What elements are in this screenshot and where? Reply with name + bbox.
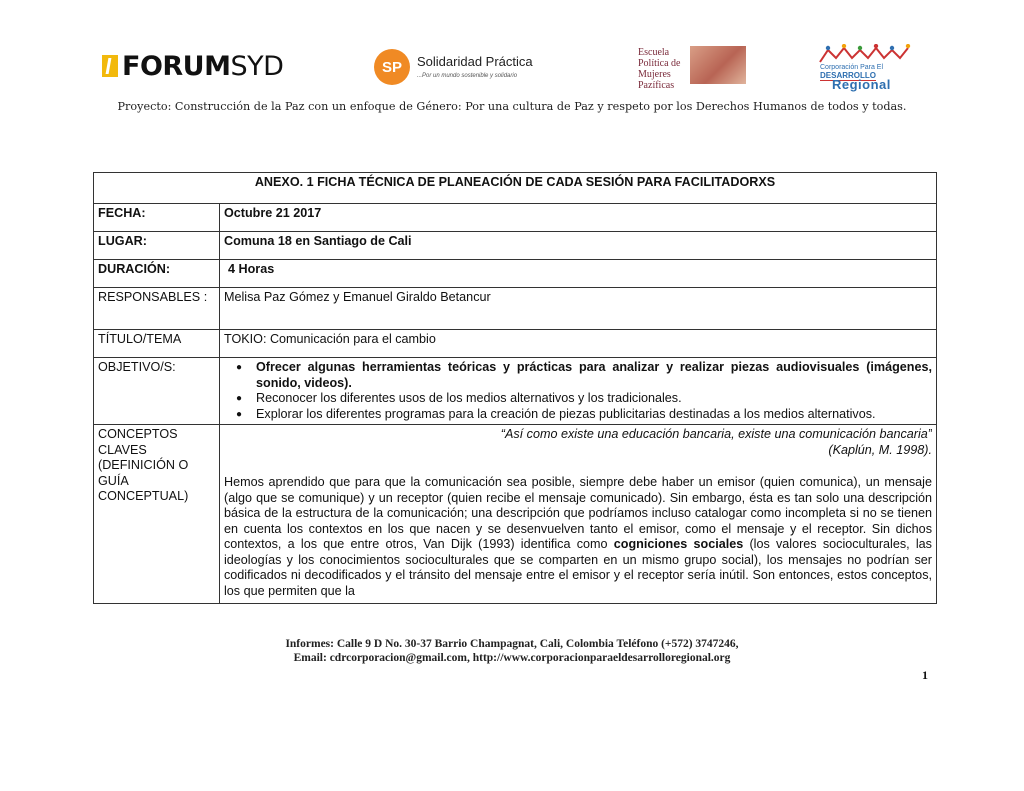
- titulo-label: TÍTULO/TEMA: [94, 330, 220, 358]
- conceptos-bold-term: cogniciones sociales: [613, 537, 744, 551]
- table-title-row: [94, 173, 937, 204]
- duracion-label: DURACIÓN:: [94, 260, 220, 288]
- conceptos-quote: “Así como existe una educación bancaria, existe una comunicación bancaria”: [500, 427, 932, 441]
- conceptos-label: CONCEPTOS CLAVES (DEFINICIÓN O GUÍA CONCEPTUAL): [94, 425, 220, 604]
- objetivos-cell: [220, 358, 937, 425]
- table-row-fecha: [94, 204, 937, 232]
- sp-logo-tagline: ...Por un mundo sostenible y solidario: [417, 73, 518, 79]
- responsables-value: Melisa Paz Gómez y Emanuel Giraldo Betancur: [220, 288, 937, 330]
- table-row-duracion: [94, 260, 937, 288]
- cdr-logo-line1: Corporación Para El: [820, 64, 884, 71]
- cdr-logo-line2: DESARROLLO: [820, 71, 876, 80]
- forum-syd-logo-light: SYD: [230, 50, 284, 82]
- conceptos-content: [224, 427, 932, 601]
- duracion-value: 4 Horas: [220, 260, 937, 288]
- conceptos-text-after: (los valores socioculturales, las ideologías y los conocimientos socioculturales que se comparten en un mismo grupo social), los mensajes no podrían ser codificados ni decodificados y el tránsito del mensaje entre el emisor y el receptor sería inútil. Son entonces, estos conceptos, los que permiten que la: [224, 537, 932, 598]
- objetivos-list: [224, 360, 932, 422]
- fecha-value: Octubre 21 2017: [220, 204, 937, 232]
- table-row-titulo: [94, 330, 937, 358]
- table-row-lugar: [94, 232, 937, 260]
- fecha-label: FECHA:: [94, 204, 220, 232]
- project-title: Proyecto: Construcción de la Paz con un enfoque de Género: Por una cultura de Paz y respeto por los Derechos Humanos de todos y todas.: [117, 100, 907, 113]
- solidaridad-practica-logo: [374, 46, 542, 88]
- cdr-roofs-icon: [816, 44, 916, 66]
- footer-address: Informes: Calle 9 D No. 30-37 Barrio Champagnat, Cali, Colombia Teléfono (+572) 3747246,: [285, 638, 739, 650]
- conceptos-quote-source: (Kaplún, M. 1998).: [828, 442, 932, 457]
- forum-syd-logo-bold: FORUM: [122, 50, 231, 82]
- footer-contact: Email: cdrcorporacion@gmail.com, http://www.corporacionparaeldesarrolloregional.org: [293, 652, 731, 664]
- page-footer: [0, 637, 1024, 665]
- responsables-label: RESPONSABLES :: [94, 288, 220, 330]
- lugar-label: LUGAR:: [94, 232, 220, 260]
- sp-circle-icon: SP: [374, 49, 410, 85]
- escuela-mujeres-logo: [638, 46, 746, 91]
- escuela-logo-photo: [690, 46, 746, 84]
- cdr-logo: [816, 44, 916, 90]
- conceptos-paragraph: [224, 475, 932, 599]
- titulo-value: TOKIO: Comunicación para el cambio: [220, 330, 937, 358]
- forum-syd-mark-icon: [102, 55, 118, 77]
- objetivos-label: OBJETIVO/S:: [94, 358, 220, 425]
- table-title: ANEXO. 1 FICHA TÉCNICA DE PLANEACIÓN DE CADA SESIÓN PARA FACILITADORXS: [94, 173, 937, 204]
- table-row-conceptos: [94, 425, 937, 604]
- page-number: 1: [922, 668, 928, 682]
- lugar-value: Comuna 18 en Santiago de Cali: [220, 232, 937, 260]
- table-row-objetivos: [94, 358, 937, 425]
- objetivo-item: ● Reconocer los diferentes usos de los medios alternativos y los tradicionales.: [246, 391, 932, 407]
- session-sheet-table: [93, 172, 937, 604]
- forum-syd-logo: [102, 52, 283, 80]
- conceptos-text-before: Hemos aprendido que para que la comunicación sea posible, siempre debe haber un emisor (quien comunica), un mensaje (algo que se comunique) y un receptor (quien recibe el mensaje comunicado). Sin embargo, ésta es tan solo una descripción básica de la estructura de la comunicación; una descripción que podríamos incluso catalogar como incompleta si no se tienen en cuenta los contextos en los que nacen y se desenvuelven tanto el emisor, como el mensaje y el receptor. Sin dichos contextos, a los que entre otros, Van Dijk (1993) identifica como: [224, 475, 932, 551]
- cdr-logo-line3: Regional: [832, 77, 891, 92]
- conceptos-cell: [220, 425, 937, 604]
- escuela-logo-text: Escuela Política de Mujeres Pazíficas: [638, 47, 681, 91]
- sp-logo-name: Solidaridad Práctica: [417, 54, 533, 69]
- objetivo-item: ● Ofrecer algunas herramientas teóricas y prácticas para analizar y realizar piezas audiovisuales (imágenes, sonido, videos).: [246, 360, 932, 391]
- objetivo-item: ● Explorar los diferentes programas para la creación de piezas publicitarias destinadas a los medios alternativos.: [246, 407, 932, 423]
- table-row-responsables: [94, 288, 937, 330]
